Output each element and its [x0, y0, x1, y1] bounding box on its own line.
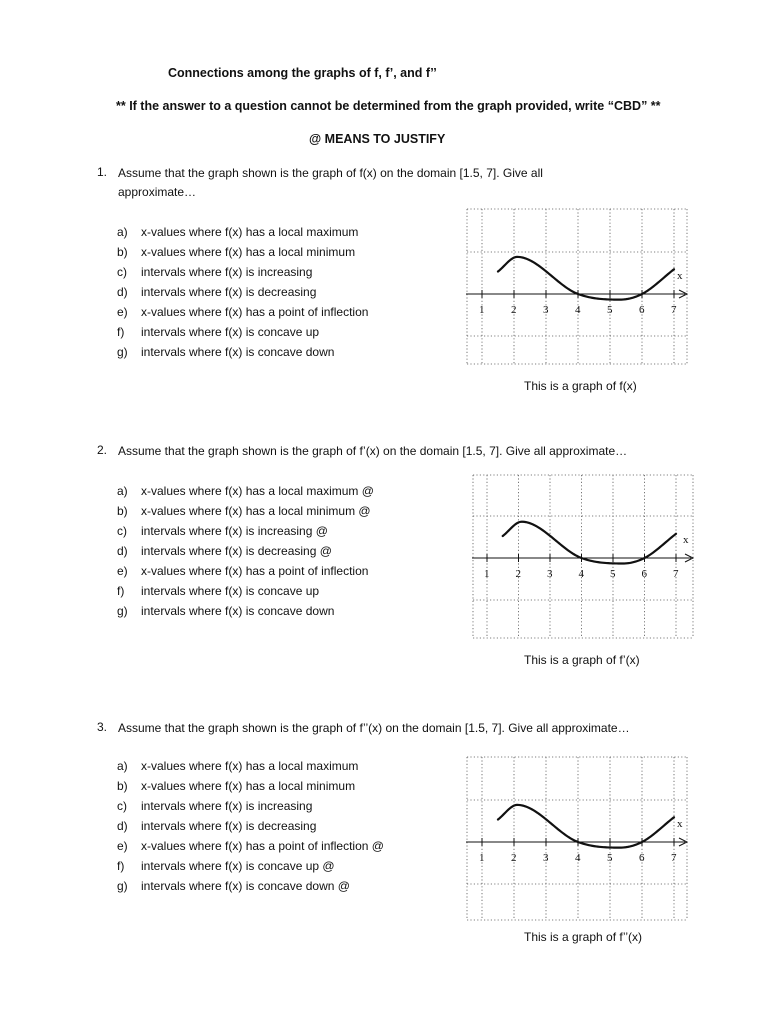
x-tick-label: 6 [639, 304, 645, 316]
x-axis-label: x [677, 270, 683, 282]
list-item: d) intervals where f(x) is decreasing @ [117, 544, 332, 558]
x-axis-label: x [683, 534, 689, 546]
x-axis-label: x [677, 818, 683, 830]
question-3-items [117, 756, 384, 896]
list-item: g) intervals where f(x) is concave down [117, 345, 335, 359]
function-curve [503, 522, 676, 564]
x-tick-label: 2 [511, 852, 517, 864]
x-tick-label: 4 [575, 852, 581, 864]
list-item: e) x-values where f(x) has a point of inflection [117, 305, 369, 319]
x-tick-label: 1 [479, 852, 485, 864]
question-2-text [118, 442, 627, 461]
function-curve [498, 257, 674, 300]
question-3-text [118, 719, 630, 738]
list-item: a) x-values where f(x) has a local maximum @ [117, 484, 374, 498]
x-tick-label: 5 [607, 852, 613, 864]
x-tick-label: 5 [610, 568, 616, 580]
graph-1 [466, 208, 690, 366]
graph-1-caption: This is a graph of f(x) [524, 379, 637, 393]
cbd-note: ** If the answer to a question cannot be determined from the graph provided, write “CBD” ** [116, 99, 661, 113]
list-item: d) intervals where f(x) is decreasing [117, 819, 317, 833]
x-tick-label: 3 [543, 304, 549, 316]
graph-2 [472, 474, 696, 640]
x-tick-label: 6 [641, 568, 647, 580]
x-tick-label: 7 [671, 304, 677, 316]
question-1-number: 1. [97, 165, 108, 179]
list-item: b) x-values where f(x) has a local minimum [117, 779, 356, 793]
x-tick-label: 3 [543, 852, 549, 864]
justify-note: @ MEANS TO JUSTIFY [309, 132, 446, 146]
graph-1-svg [466, 208, 690, 366]
x-tick-label: 4 [575, 304, 581, 316]
worksheet-title: Connections among the graphs of f, f’, and f’’ [168, 66, 437, 80]
list-item: c) intervals where f(x) is increasing [117, 799, 313, 813]
question-3-text-line1: Assume that the graph shown is the graph of f’’(x) on the domain [1.5, 7]. Give all approximate… [118, 721, 630, 735]
question-3-number: 3. [97, 720, 108, 734]
x-tick-label: 1 [484, 568, 490, 580]
question-2-items [117, 481, 374, 621]
list-item: a) x-values where f(x) has a local maximum [117, 759, 359, 773]
graph-3-svg [466, 756, 690, 922]
list-item: g) intervals where f(x) is concave down @ [117, 879, 350, 893]
x-tick-label: 2 [511, 304, 517, 316]
x-tick-label: 6 [639, 852, 645, 864]
list-item: f) intervals where f(x) is concave up @ [117, 859, 335, 873]
list-item: b) x-values where f(x) has a local minimum [117, 245, 356, 259]
list-item: e) x-values where f(x) has a point of inflection [117, 564, 369, 578]
graph-2-svg [472, 474, 696, 640]
list-item: c) intervals where f(x) is increasing @ [117, 524, 328, 538]
list-item: c) intervals where f(x) is increasing [117, 265, 313, 279]
list-item: g) intervals where f(x) is concave down [117, 604, 335, 618]
list-item: a) x-values where f(x) has a local maximum [117, 225, 359, 239]
question-1-text-line2: approximate… [118, 185, 197, 199]
question-1-items [117, 222, 368, 362]
question-2-number: 2. [97, 443, 108, 457]
x-tick-label: 1 [479, 304, 485, 316]
function-curve [498, 805, 674, 848]
list-item: f) intervals where f(x) is concave up [117, 584, 320, 598]
list-item: d) intervals where f(x) is decreasing [117, 285, 317, 299]
x-tick-label: 2 [515, 568, 521, 580]
graph-3 [466, 756, 690, 922]
list-item: e) x-values where f(x) has a point of inflection @ [117, 839, 384, 853]
x-tick-label: 5 [607, 304, 613, 316]
question-1-text [118, 164, 543, 202]
question-2-text-line1: Assume that the graph shown is the graph of f’(x) on the domain [1.5, 7]. Give all approximate… [118, 444, 628, 458]
graph-2-caption: This is a graph of f’(x) [524, 653, 640, 667]
x-tick-label: 7 [671, 852, 677, 864]
question-1-text-line1: Assume that the graph shown is the graph of f(x) on the domain [1.5, 7]. Give all [118, 166, 543, 180]
x-tick-label: 3 [547, 568, 553, 580]
x-tick-label: 4 [578, 568, 584, 580]
x-tick-label: 7 [673, 568, 679, 580]
list-item: f) intervals where f(x) is concave up [117, 325, 320, 339]
list-item: b) x-values where f(x) has a local minimum @ [117, 504, 371, 518]
graph-3-caption: This is a graph of f’’(x) [524, 930, 643, 944]
